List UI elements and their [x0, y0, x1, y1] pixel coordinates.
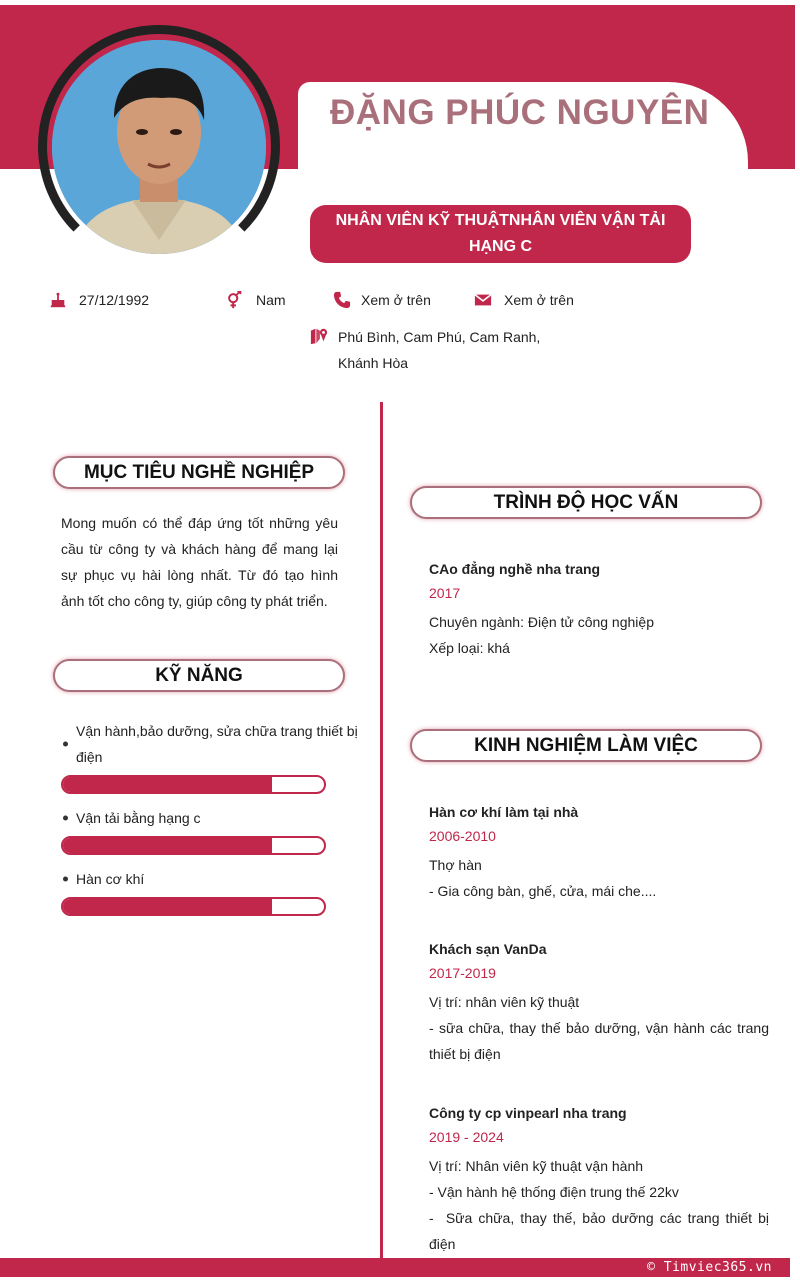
experience-line: - Gia công bàn, ghế, cửa, mái che....	[429, 883, 657, 899]
avatar-portrait	[52, 40, 266, 254]
skill-item-3	[62, 866, 362, 892]
skill-label: Vận hành,bảo dưỡng, sửa chữa trang thiết bị điện	[62, 718, 362, 770]
skill-label: Hàn cơ khí	[62, 866, 362, 892]
gender-icon	[226, 291, 244, 309]
experience-line: - Sữa chữa, thay thế, bảo dưỡng các trang thiết bị điện	[429, 1210, 773, 1252]
phone-icon	[333, 291, 351, 309]
map-icon	[310, 327, 328, 345]
skill-bar-fill	[63, 777, 272, 792]
experience-company: Công ty cp vinpearl nha trang	[429, 1105, 627, 1121]
skill-bar-1	[61, 775, 326, 794]
skill-item-2	[62, 805, 362, 831]
contact-email	[474, 291, 574, 309]
education-line: Chuyên ngành: Điện tử công nghiệp	[429, 614, 654, 630]
birthday-value: 27/12/1992	[79, 292, 150, 308]
position-badge	[310, 205, 691, 263]
position-title: NHÂN VIÊN KỸ THUẬTNHÂN VIÊN VẬN TẢI HẠNG C	[335, 212, 666, 255]
skill-bar-fill	[63, 838, 272, 853]
experience-line: Vị trí: nhân viên kỹ thuật	[429, 994, 580, 1010]
skills-title: KỸ NĂNG	[53, 659, 345, 692]
experience-entry	[429, 1103, 773, 1257]
skill-bar-3	[61, 897, 326, 916]
contact-address	[310, 324, 548, 376]
experience-company: Khách sạn VanDa	[429, 941, 547, 957]
objective-title: MỤC TIÊU NGHỀ NGHIỆP	[53, 456, 345, 489]
experience-time: 2019 - 2024	[429, 1129, 504, 1145]
education-title: TRÌNH ĐỘ HỌC VẤN	[410, 486, 762, 519]
experience-title: KINH NGHIỆM LÀM VIỆC	[410, 729, 762, 762]
education-school: CAo đẳng nghề nha trang	[429, 561, 601, 577]
candidate-name: ĐẶNG PHÚC NGUYÊN	[330, 93, 710, 132]
gender-value: Nam	[256, 292, 286, 308]
experience-line: Thợ hàn	[429, 857, 482, 873]
contact-gender	[226, 291, 286, 309]
skill-bar-fill	[63, 899, 272, 914]
mail-icon	[474, 291, 492, 309]
contact-birthday	[49, 291, 149, 309]
footer-copyright[interactable]: © Timviec365.vn	[647, 1260, 772, 1275]
experience-line: Vị trí: Nhân viên kỹ thuật vận hành	[429, 1158, 644, 1174]
experience-entry	[429, 939, 773, 1067]
cake-icon	[49, 291, 67, 309]
skill-label: Vận tải bằng hạng c	[62, 805, 362, 831]
objective-text: Mong muốn có thể đáp ứng tốt những yêu cầu từ công ty và khách hàng để mang lại sự phục vụ hài lòng nhất. Từ đó tạo hình ảnh tốt cho công ty, giúp công ty phát triển.	[61, 515, 338, 609]
experience-entry	[429, 802, 769, 904]
avatar	[52, 40, 266, 254]
footer-bar	[0, 1258, 790, 1277]
experience-time: 2006-2010	[429, 828, 496, 844]
experience-company: Hàn cơ khí làm tại nhà	[429, 804, 579, 820]
email-value[interactable]: Xem ở trên	[504, 292, 574, 308]
address-value: Phú Bình, Cam Phú, Cam Ranh, Khánh Hòa	[338, 329, 541, 371]
column-divider	[380, 402, 383, 1258]
skill-item-1	[62, 718, 362, 770]
contact-phone	[333, 291, 431, 309]
experience-line: - Vận hành hệ thống điện trung thế 22kv	[429, 1184, 679, 1200]
experience-line: - sữa chữa, thay thế bảo dưỡng, vận hành các trang thiết bị điện	[429, 1020, 773, 1062]
skill-bar-2	[61, 836, 326, 855]
education-entry	[429, 559, 769, 661]
phone-value[interactable]: Xem ở trên	[361, 292, 431, 308]
experience-time: 2017-2019	[429, 965, 496, 981]
education-time: 2017	[429, 585, 461, 601]
education-line: Xếp loại: khá	[429, 640, 510, 656]
